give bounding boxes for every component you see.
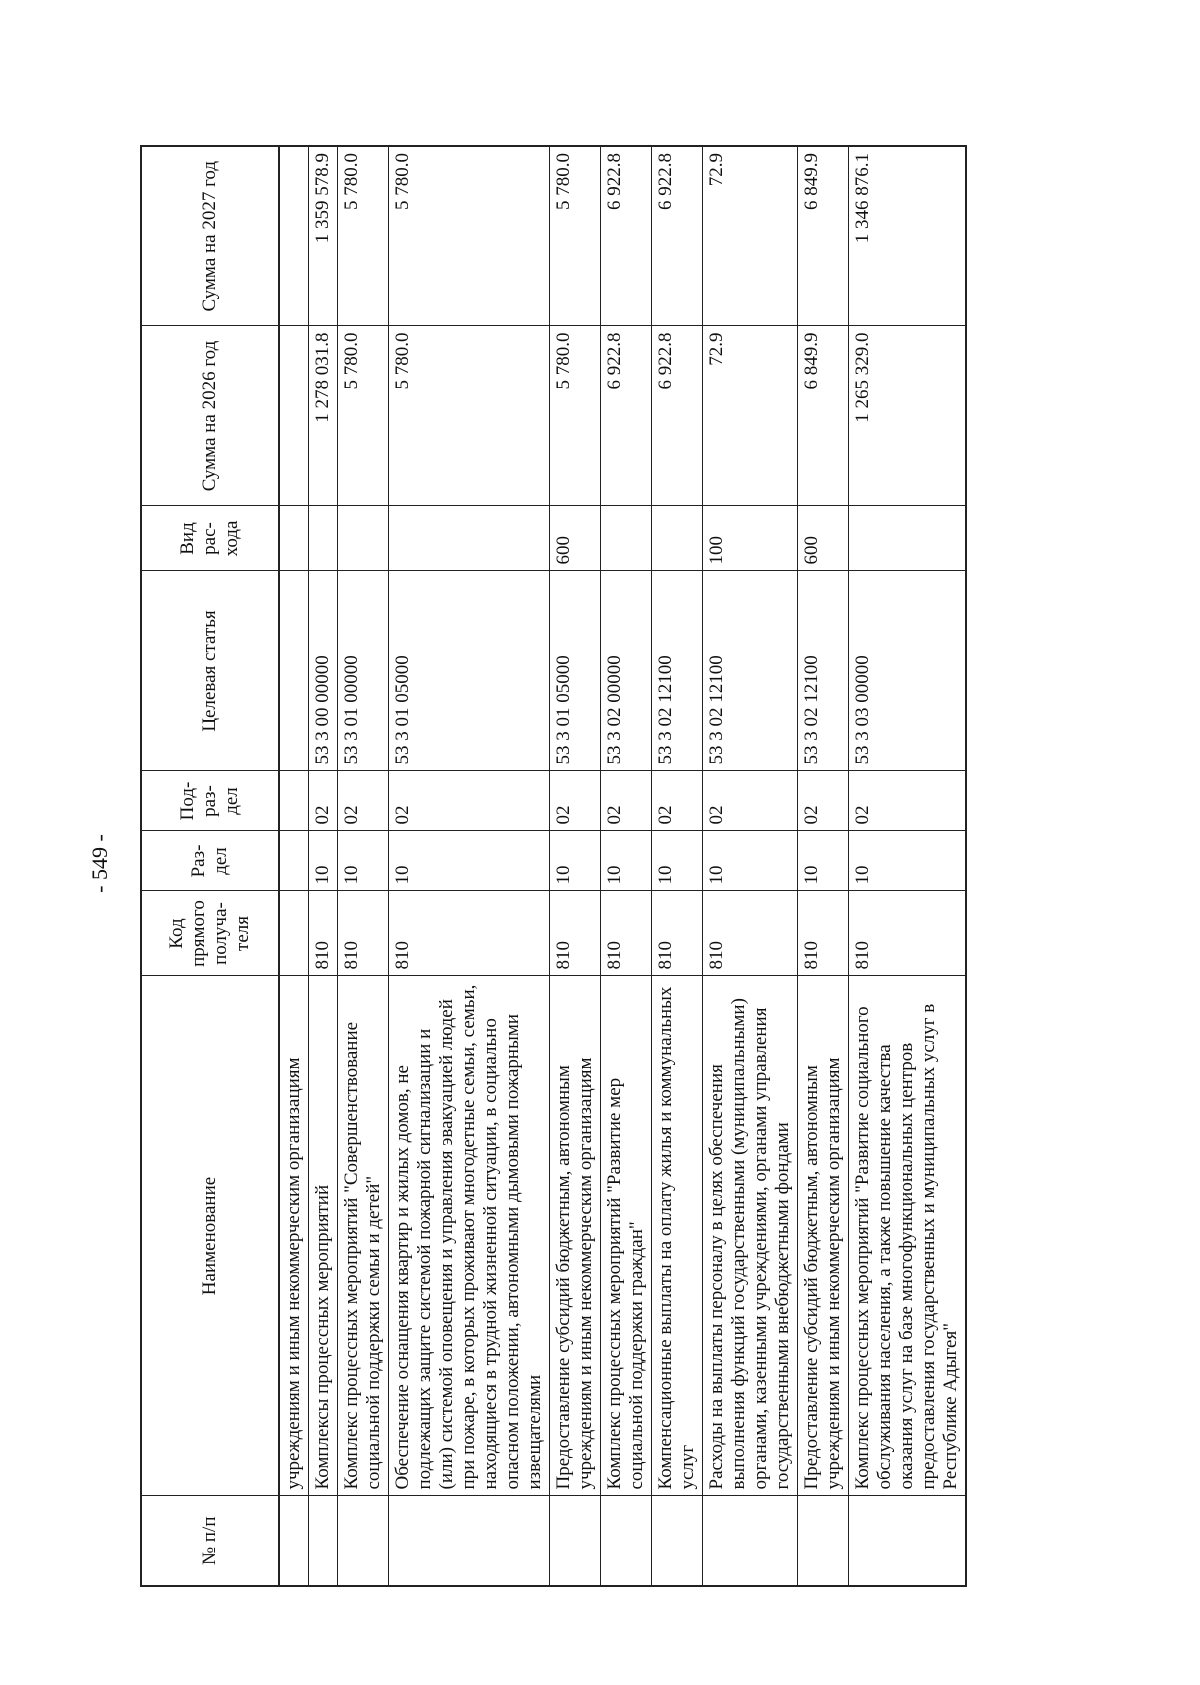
row-sum-2027: 72.9 [703,146,798,326]
table-row [652,146,703,1586]
row-target-article: 53 3 02 12100 [652,571,703,771]
row-num [309,1496,338,1586]
row-name: Предоставление субсидий бюджетным, автономным учреждениям и иным некоммерческим организациям [550,976,601,1496]
row-recipient-code: 810 [703,891,798,976]
budget-table [140,145,967,1587]
table-row [601,146,652,1586]
row-name: Комплексы процессных мероприятий [309,976,338,1496]
table-row [389,146,550,1586]
row-recipient-code: 810 [652,891,703,976]
row-razdel [279,831,309,891]
page-number: - 549 - [87,834,112,893]
header-sum-2027: Сумма на 2027 год [141,146,279,326]
row-target-article: 53 3 01 05000 [389,571,550,771]
row-expense-type [338,506,389,571]
row-sum-2027: 6 922.8 [601,146,652,326]
row-sum-2027: 5 780.0 [389,146,550,326]
header-podrazdel: Под-раз-дел [141,771,279,831]
table-row [703,146,798,1586]
row-name: Обеспечение оснащения квартир и жилых домов, не подлежащих защите системой пожарной сигнализации и (или) системой оповещения и управления эвакуацией людей при пожаре, в которых проживают многодетные семьи, семьи, находящиеся в трудной жизненной ситуации, в социально опасном положении, автономными дымовыми пожарными извещателями [389,976,550,1496]
table-row [550,146,601,1586]
row-num [601,1496,652,1586]
table-row [798,146,849,1586]
row-num [550,1496,601,1586]
row-sum-2027: 6 849.9 [798,146,849,326]
row-sum-2026: 72.9 [703,326,798,506]
row-sum-2026: 6 922.8 [652,326,703,506]
header-expense-type: Вид рас-хода [141,506,279,571]
row-sum-2027: 1 346 876.1 [849,146,967,326]
row-sum-2026: 6 849.9 [798,326,849,506]
row-podrazdel: 02 [550,771,601,831]
row-podrazdel: 02 [389,771,550,831]
row-expense-type [279,506,309,571]
row-name: Компенсационные выплаты на оплату жилья и коммунальных услуг [652,976,703,1496]
row-razdel: 10 [652,831,703,891]
row-target-article: 53 3 02 12100 [703,571,798,771]
row-recipient-code: 810 [309,891,338,976]
row-recipient-code [279,891,309,976]
table-row [338,146,389,1586]
row-sum-2026: 5 780.0 [389,326,550,506]
row-recipient-code: 810 [601,891,652,976]
row-razdel: 10 [703,831,798,891]
row-recipient-code: 810 [798,891,849,976]
rotated-page-content [80,136,1055,1591]
row-podrazdel: 02 [309,771,338,831]
row-razdel: 10 [849,831,967,891]
row-num [338,1496,389,1586]
row-target-article: 53 3 02 00000 [601,571,652,771]
row-razdel: 10 [798,831,849,891]
row-sum-2026 [279,326,309,506]
row-expense-type [309,506,338,571]
row-sum-2027 [279,146,309,326]
row-expense-type: 100 [703,506,798,571]
row-podrazdel: 02 [703,771,798,831]
row-podrazdel: 02 [338,771,389,831]
row-sum-2026: 1 265 329.0 [849,326,967,506]
row-podrazdel: 02 [798,771,849,831]
row-razdel: 10 [338,831,389,891]
row-podrazdel [279,771,309,831]
row-name: учреждениям и иным некоммерческим организациям [279,976,309,1496]
header-recipient-code: Код прямого получа-теля [141,891,279,976]
row-target-article: 53 3 01 05000 [550,571,601,771]
row-name: Комплекс процессных мероприятий "Развитие мер социальной поддержки граждан" [601,976,652,1496]
row-recipient-code: 810 [849,891,967,976]
row-razdel: 10 [550,831,601,891]
row-recipient-code: 810 [389,891,550,976]
row-num [798,1496,849,1586]
row-name: Комплекс процессных мероприятий "Совершенствование социальной поддержки семьи и детей" [338,976,389,1496]
header-sum-2026: Сумма на 2026 год [141,326,279,506]
table-row [309,146,338,1586]
row-sum-2026: 5 780.0 [550,326,601,506]
header-row [141,146,279,1586]
row-podrazdel: 02 [652,771,703,831]
row-target-article: 53 3 00 00000 [309,571,338,771]
row-podrazdel: 02 [601,771,652,831]
row-name: Комплекс процессных мероприятий "Развитие социального обслуживания населения, а также повышение качества оказания услуг на базе многофункциональных центров предоставления государственных и муниципальных услуг в Республике Адыгея" [849,976,967,1496]
row-target-article [279,571,309,771]
row-sum-2027: 5 780.0 [550,146,601,326]
header-name: Наименование [141,976,279,1496]
row-sum-2027: 6 922.8 [652,146,703,326]
row-sum-2026: 5 780.0 [338,326,389,506]
table-row [849,146,967,1586]
row-podrazdel: 02 [849,771,967,831]
row-sum-2026: 1 278 031.8 [309,326,338,506]
row-razdel: 10 [601,831,652,891]
row-expense-type [652,506,703,571]
table-row [279,146,309,1586]
row-name: Предоставление субсидий бюджетным, автономным учреждениям и иным некоммерческим организациям [798,976,849,1496]
header-target-article: Целевая статья [141,571,279,771]
row-expense-type: 600 [550,506,601,571]
header-razdel: Раз-дел [141,831,279,891]
row-target-article: 53 3 03 00000 [849,571,967,771]
row-expense-type [389,506,550,571]
row-expense-type [601,506,652,571]
row-num [389,1496,550,1586]
row-expense-type: 600 [798,506,849,571]
row-sum-2026: 6 922.8 [601,326,652,506]
row-num [703,1496,798,1586]
row-target-article: 53 3 02 12100 [798,571,849,771]
row-sum-2027: 1 359 578.9 [309,146,338,326]
row-sum-2027: 5 780.0 [338,146,389,326]
row-recipient-code: 810 [550,891,601,976]
row-expense-type [849,506,967,571]
row-recipient-code: 810 [338,891,389,976]
row-razdel: 10 [389,831,550,891]
row-target-article: 53 3 01 00000 [338,571,389,771]
row-name: Расходы на выплаты персоналу в целях обеспечения выполнения функций государственными (муниципальными) органами, казенными учреждениями, органами управления государственными внебюджетными фондами [703,976,798,1496]
header-num: № п/п [141,1496,279,1586]
row-razdel: 10 [309,831,338,891]
row-num [849,1496,967,1586]
row-num [652,1496,703,1586]
row-num [279,1496,309,1586]
